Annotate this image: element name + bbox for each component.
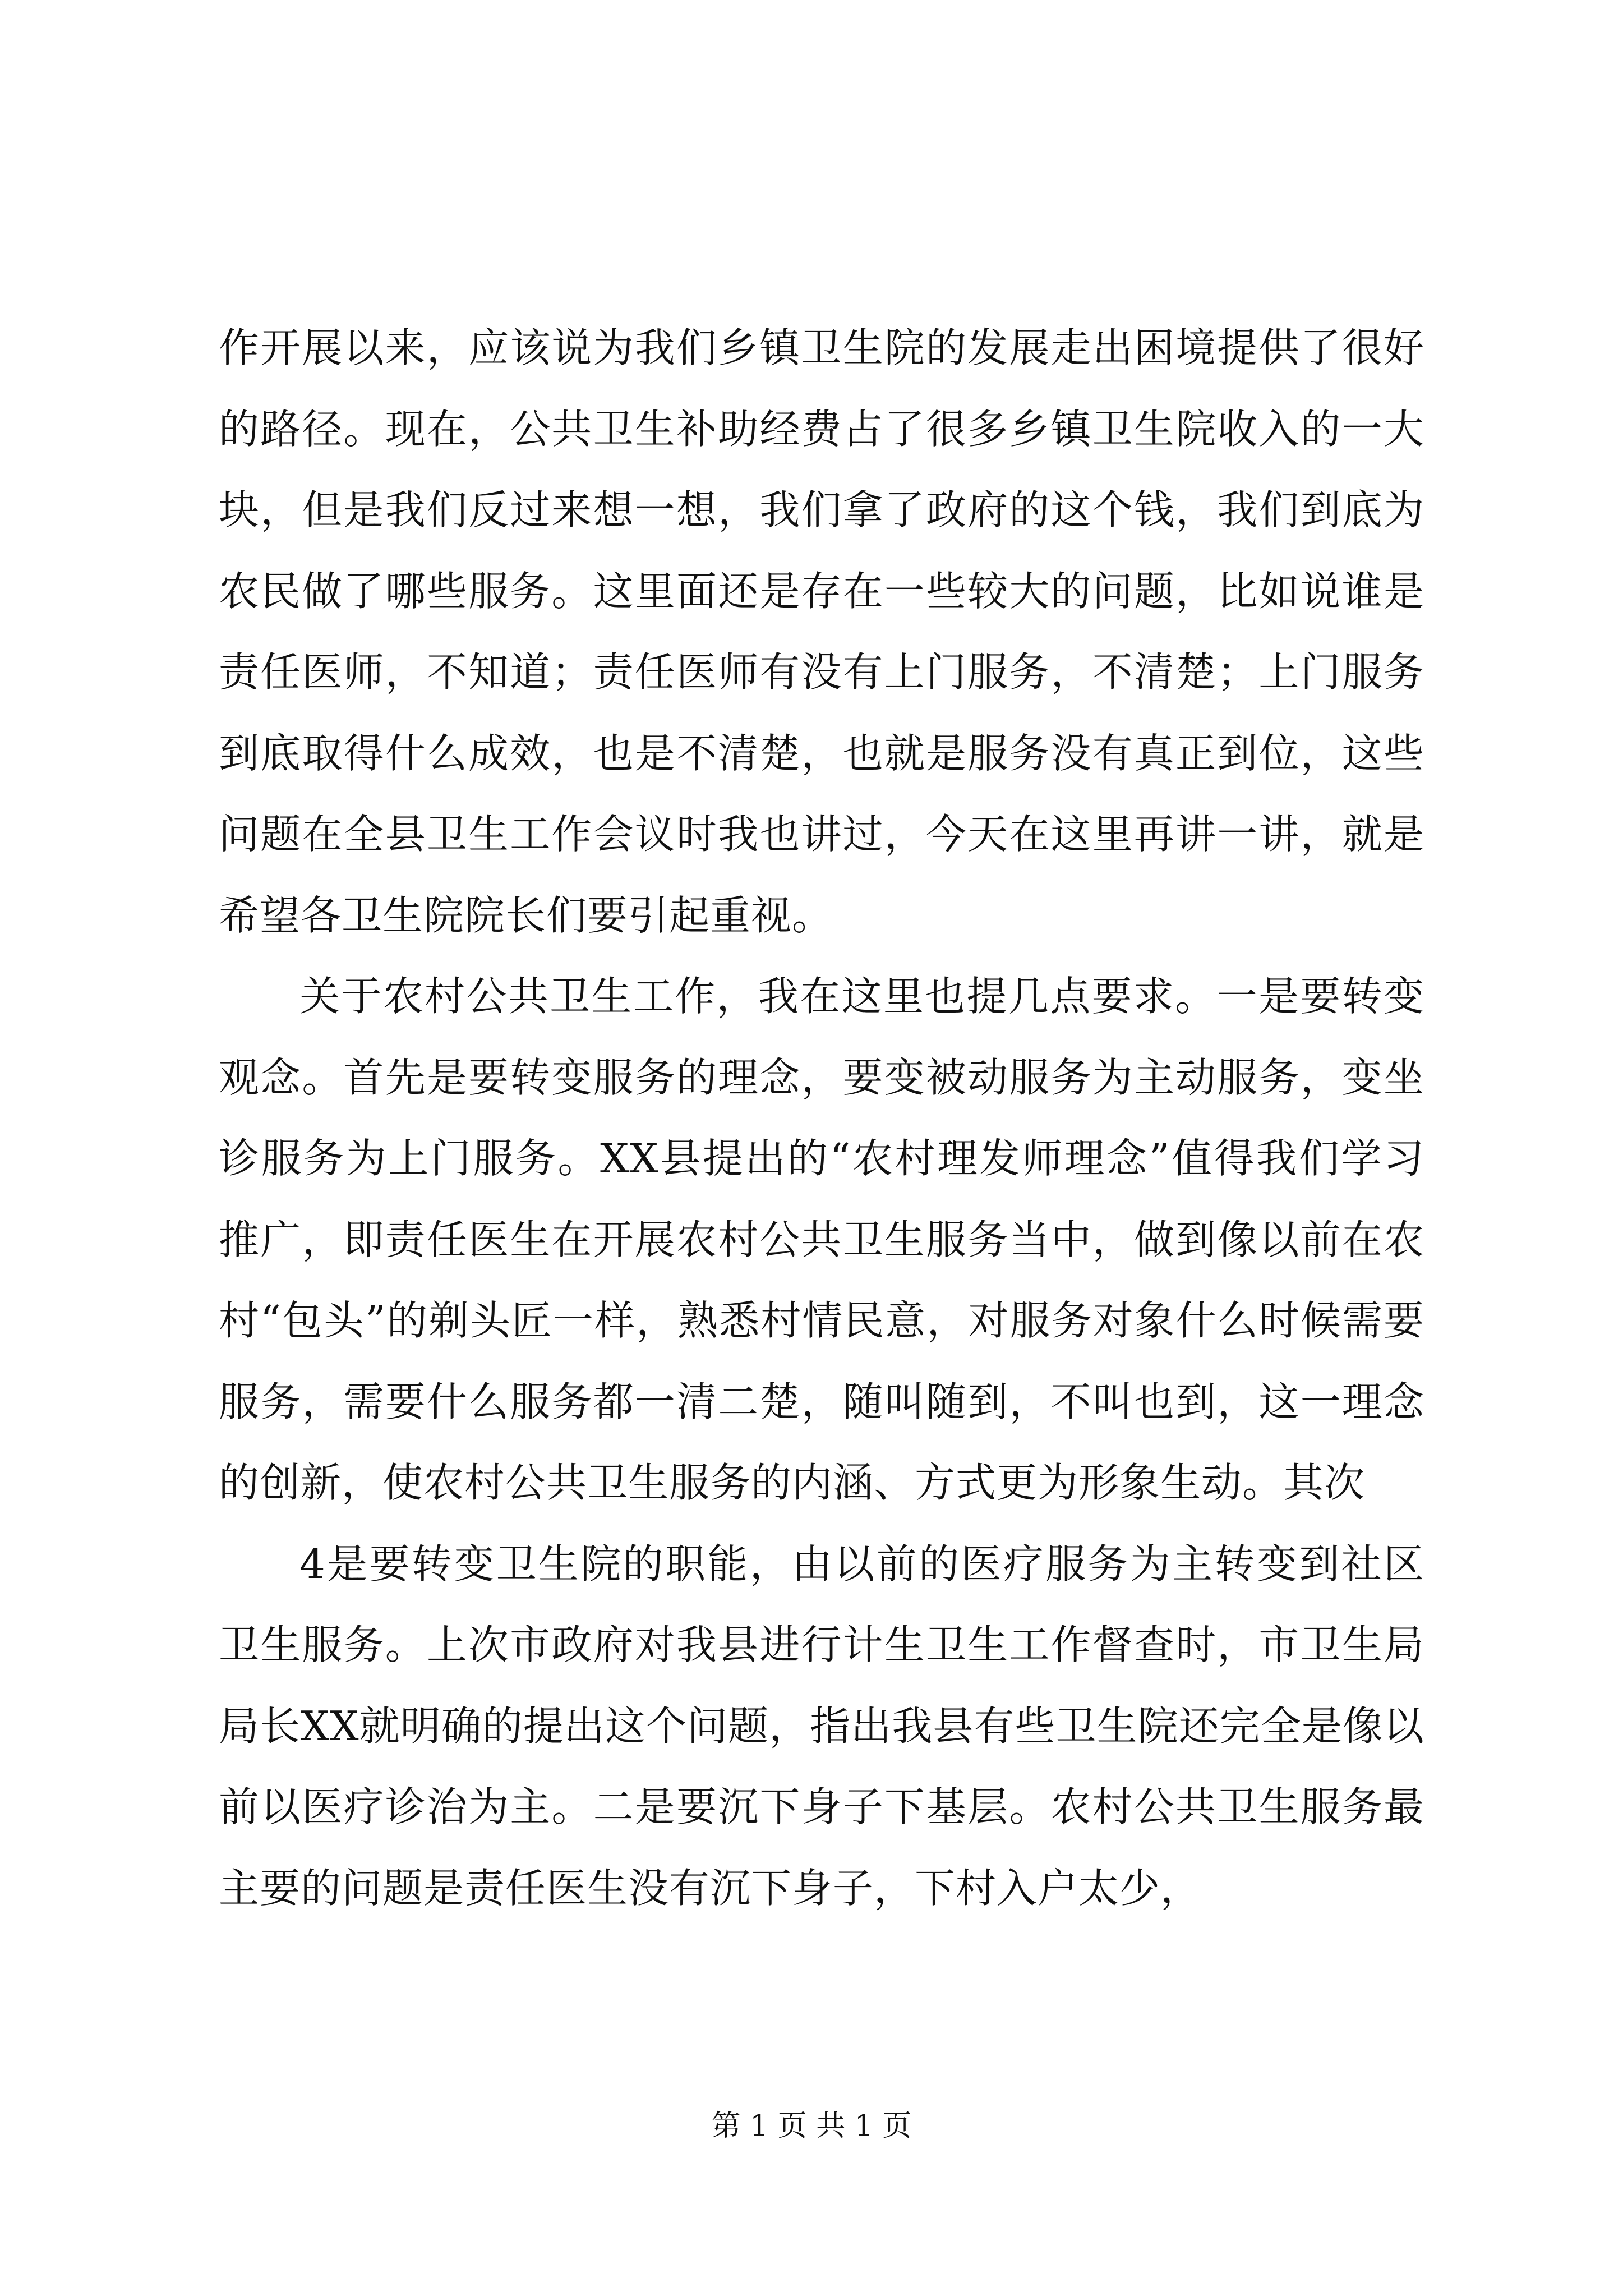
paragraph-2: 关于农村公共卫生工作，我在这里也提几点要求。一是要转变观念。首先是要转变服务的理念，要变被动服务为主动服务，变坐诊服务为上门服务。XX县提出的“农村理发师理念”值得我们学习推广，即责任医生在开展农村公共卫生服务当中，做到像以前在农村“包头”的剃头匠一样，熟悉村情民意，对服务对象什么时候需要服务，需要什么服务都一清二楚，随叫随到，不叫也到，这一理念的创新，使农村公共卫生服务的内涵、方式更为形象生动。其次 [219, 973, 1424, 1506]
paragraph-3: 4是要转变卫生院的职能，由以前的医疗服务为主转变到社区卫生服务。上次市政府对我县进行计生卫生工作督查时，市卫生局局长XX就明确的提出这个问题，指出我县有些卫生院还完全是像以前以医疗诊治为主。二是要沉下身子下基层。农村公共卫生服务最主要的问题是责任医生没有沉下身子，下村入户太少， [219, 1540, 1424, 1912]
paragraph-1: 作开展以来，应该说为我们乡镇卫生院的发展走出困境提供了很好的路径。现在，公共卫生补助经费占了很多乡镇卫生院收入的一大块，但是我们反过来想一想，我们拿了政府的这个钱，我们到底为农民做了哪些服务。这里面还是存在一些较大的问题，比如说谁是责任医师，不知道；责任医师有没有上门服务，不清楚；上门服务到底取得什么成效，也是不清楚，也就是服务没有真正到位，这些问题在全县卫生工作会议时我也讲过，今天在这里再讲一讲，就是希望各卫生院院长们要引起重视。 [219, 324, 1424, 939]
document-body [219, 307, 1424, 1929]
page-footer: 第 1 页 共 1 页 [711, 2109, 912, 2143]
